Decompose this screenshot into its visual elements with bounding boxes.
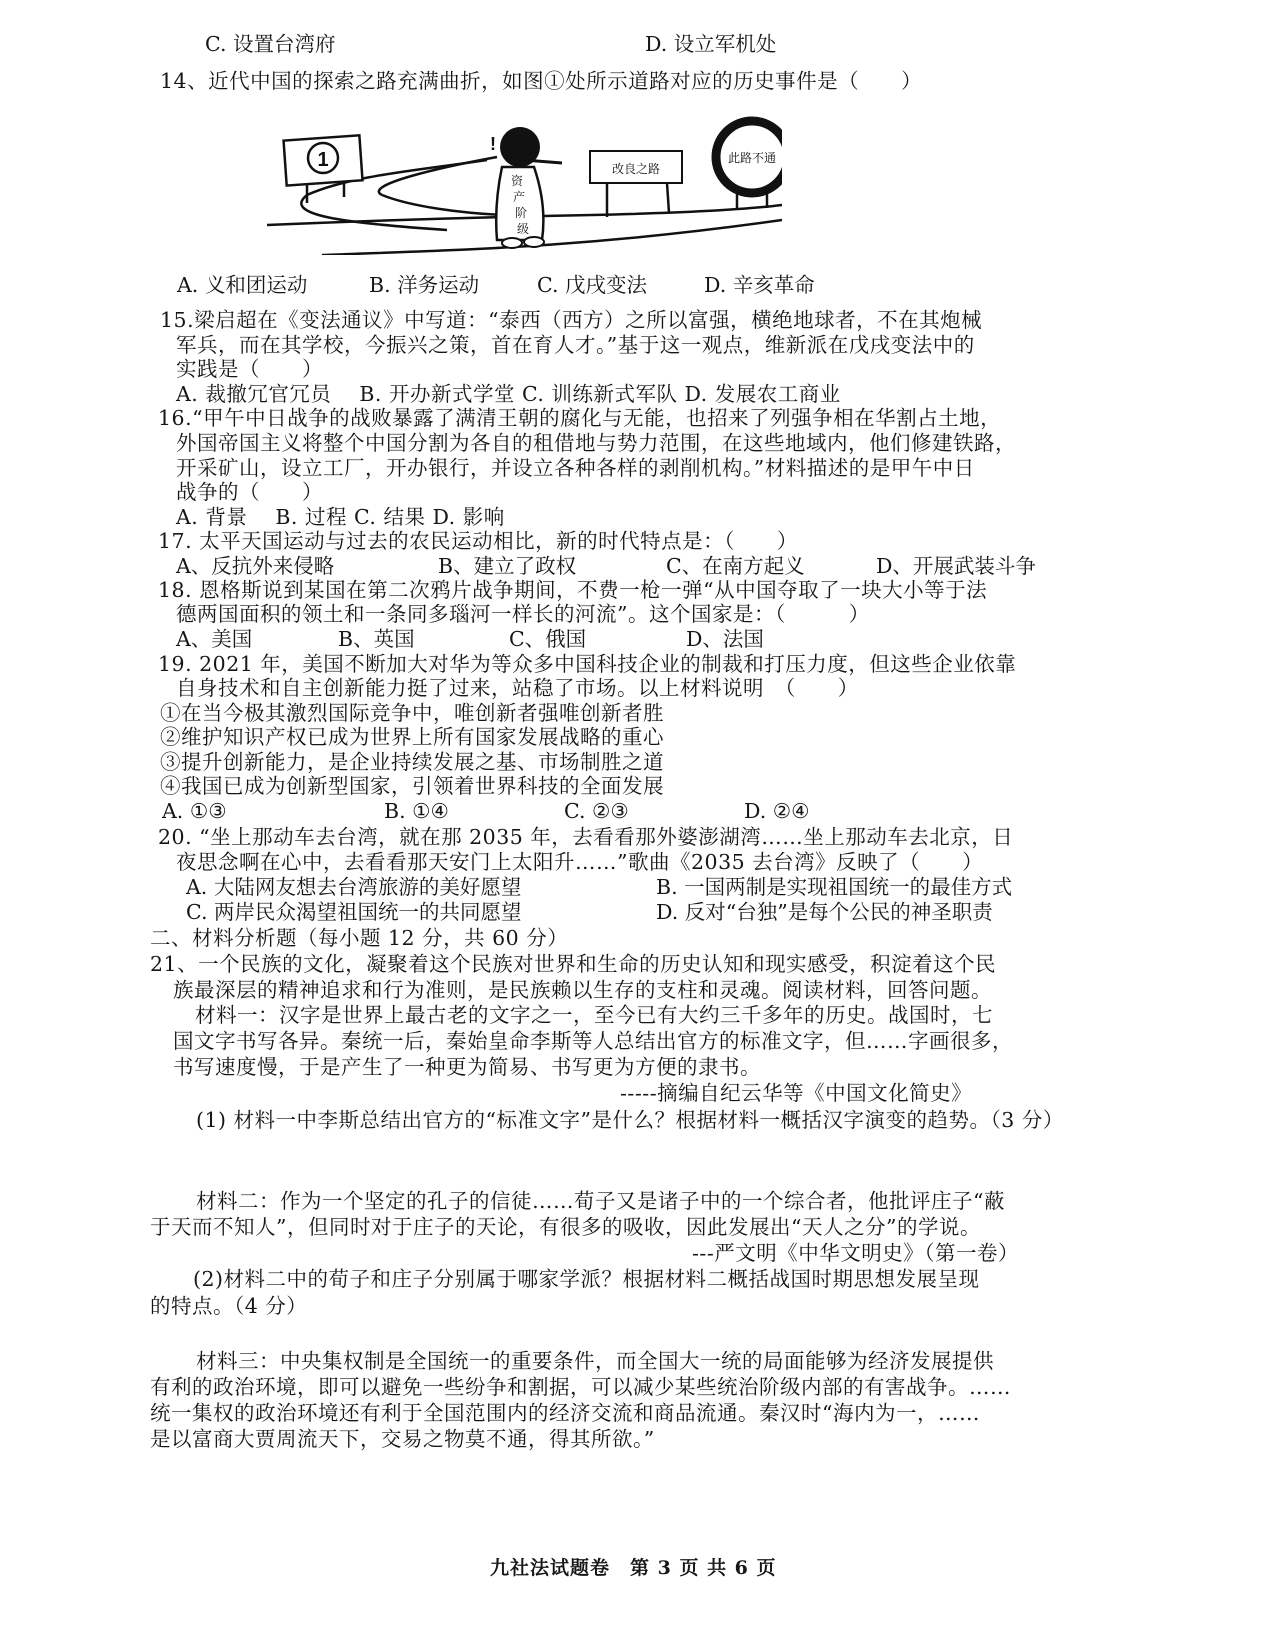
q17-option-a: A、反抗外来侵略: [176, 554, 335, 578]
material-1-line-1: 材料一：汉字是世界上最古老的文字之一，至今已有大约三千多年的历史。战国时，七: [195, 1003, 993, 1027]
q17-option-d: D、开展武装斗争: [876, 554, 1036, 578]
material-3-line-2: 有利的政治环境，即可以避免一些纷争和割据，可以减少某些统治阶级内部的有害战争。……: [150, 1375, 1011, 1399]
q20-line-1: 20. “坐上那动车去台湾，就在那 2035 年，去看看那外婆澎湖湾……坐上那动车去北京，日: [158, 825, 1014, 849]
q14-option-d: D. 辛亥革命: [704, 273, 815, 297]
q21-sub-question-2-line-2: 的特点。（4 分）: [150, 1294, 308, 1318]
material-2-line-2: 于天而不知人”，但同时对于庄子的天论，有很多的吸收，因此发展出“天人之分”的学说。: [150, 1215, 981, 1239]
q20-option-a: A. 大陆网友想去台湾旅游的美好愿望: [186, 875, 522, 899]
q21-intro-line-1: 21、一个民族的文化，凝聚着这个民族对世界和生命的历史认知和现实感受，积淀着这个民: [150, 952, 997, 976]
q17-stem: 17. 太平天国运动与过去的农民运动相比，新的时代特点是：（ ）: [158, 529, 798, 553]
q20-option-c: C. 两岸民众渴望祖国统一的共同愿望: [186, 900, 522, 924]
q15-line-2: 军兵，而在其学校，今振兴之策，首在育人才。”基于这一观点，维新派在戊戌变法中的: [176, 333, 975, 357]
q16-line-1: 16.“甲午中日战争的战败暴露了满清王朝的腐化与无能，也招来了列强争相在华割占土地，: [158, 406, 1002, 430]
material-1-source: -----摘编自纪云华等《中国文化简史》: [620, 1081, 973, 1105]
q19-statement-2: ②维护知识产权已成为世界上所有国家发展战略的重心: [160, 725, 664, 749]
material-1-line-2: 国文字书写各异。秦统一后，秦始皇命李斯等人总结出官方的标准文字，但……字画很多，: [173, 1029, 1013, 1053]
svg-text:此路不通: 此路不通: [727, 151, 777, 165]
section-2-title: 二、材料分析题（每小题 12 分，共 60 分）: [150, 926, 569, 950]
q17-option-b: B、建立了政权: [438, 554, 577, 578]
q18-option-a: A、美国: [176, 627, 253, 651]
q15-options: A. 裁撤冗官冗员 B. 开办新式学堂 C. 训练新式军队 D. 发展农工商业: [176, 382, 841, 406]
svg-text:阶: 阶: [514, 206, 528, 220]
q16-line-3: 开采矿山，设立工厂，开办银行，并设立各种各样的剥削机构。”材料描述的是甲午中日: [176, 456, 975, 480]
material-1-line-3: 书写速度慢，于是产生了一种更为简易、书写更为方便的隶书。: [173, 1055, 761, 1079]
option-c: C. 设置台湾府: [205, 32, 336, 56]
q20-line-2: 夜思念啊在心中，去看看那天安门上太阳升……”歌曲《2035 去台湾》反映了（ ）: [176, 850, 984, 874]
material-3-line-4: 是以富商大贾周流天下，交易之物莫不通，得其所欲。”: [150, 1427, 655, 1451]
q20-option-d: D. 反对“台独”是每个公民的神圣职责: [656, 900, 993, 924]
q19-statement-3: ③提升创新能力，是企业持续发展之基、市场制胜之道: [160, 750, 664, 774]
q16-line-2: 外国帝国主义将整个中国分割为各自的租借地与势力范围，在这些地域内，他们修建铁路，: [176, 431, 1016, 455]
q21-sub-question-2-line-1: (2)材料二中的荀子和庄子分别属于哪家学派？根据材料二概括战国时期思想发展呈现: [193, 1267, 980, 1291]
q18-option-b: B、英国: [338, 627, 415, 651]
svg-text:产: 产: [512, 190, 526, 204]
q19-statement-4: ④我国已成为创新型国家，引领着世界科技的全面发展: [160, 774, 664, 798]
q19-option-b: B. ①④: [384, 799, 449, 823]
road-cartoon-illustration: [262, 105, 782, 255]
q19-option-c: C. ②③: [564, 799, 629, 823]
q18-line-1: 18. 恩格斯说到某国在第二次鸦片战争期间，不费一枪一弹“从中国夺取了一块大小等于法: [158, 578, 988, 602]
q19-option-a: A. ①③: [162, 799, 227, 823]
q14-option-c: C. 戊戌变法: [537, 273, 647, 297]
q14-option-a: A. 义和团运动: [177, 273, 308, 297]
q19-statement-1: ①在当今极其激烈国际竞争中，唯创新者强唯创新者胜: [160, 701, 664, 725]
q14-cartoon: [262, 105, 782, 255]
svg-text:!: !: [490, 134, 496, 154]
material-3-line-1: 材料三：中央集权制是全国统一的重要条件，而全国大一统的局面能够为经济发展提供: [196, 1349, 994, 1373]
q19-line-1: 19. 2021 年，美国不断加大对华为等众多中国科技企业的制裁和打压力度，但这些企业依靠: [158, 652, 1017, 676]
q21-intro-line-2: 族最深层的精神追求和行为准则，是民族赖以生存的支柱和灵魂。阅读材料，回答问题。: [173, 978, 992, 1002]
q16-line-4: 战争的（ ）: [176, 480, 323, 504]
q21-sub-question-1: (1) 材料一中李斯总结出官方的“标准文字”是什么？根据材料一概括汉字演变的趋势。（3 分）: [196, 1108, 1064, 1132]
q19-option-d: D. ②④: [744, 799, 810, 823]
material-3-line-3: 统一集权的政治环境还有利于全国范围内的经济交流和商品流通。秦汉时“海内为一，……: [150, 1401, 980, 1425]
option-d: D. 设立军机处: [645, 32, 777, 56]
material-2-line-1: 材料二：作为一个坚定的孔子的信徒……荀子又是诸子中的一个综合者，他批评庄子“蔽: [196, 1189, 1005, 1213]
q20-option-b: B. 一国两制是实现祖国统一的最佳方式: [656, 875, 1013, 899]
q16-options: A. 背景 B. 过程 C. 结果 D. 影响: [176, 505, 505, 529]
svg-text:改良之路: 改良之路: [611, 162, 661, 176]
q14-stem: 14、近代中国的探索之路充满曲折，如图①处所示道路对应的历史事件是（ ）: [160, 69, 923, 93]
svg-text:级: 级: [516, 222, 530, 236]
q15-line-3: 实践是（ ）: [176, 357, 323, 381]
svg-text:资: 资: [510, 174, 524, 188]
material-2-source: ---严文明《中华文明史》（第一卷）: [692, 1241, 1020, 1265]
q18-option-d: D、法国: [686, 627, 764, 651]
q15-line-1: 15.梁启超在《变法通议》中写道：“泰西（西方）之所以富强，横绝地球者，不在其炮械: [160, 308, 983, 332]
q19-line-2: 自身技术和自主创新能力挺了过来，站稳了市场。以上材料说明 （ ）: [176, 676, 859, 700]
page-footer: 九社法试题卷 第 3 页 共 6 页: [490, 1557, 777, 1579]
q18-option-c: C、俄国: [509, 627, 587, 651]
q14-option-b: B. 洋务运动: [369, 273, 480, 297]
sign-1-number: 1: [317, 149, 329, 171]
q17-option-c: C、在南方起义: [666, 554, 805, 578]
q18-line-2: 德两国面积的领土和一条同多瑙河一样长的河流”。这个国家是：（ ）: [176, 602, 870, 626]
